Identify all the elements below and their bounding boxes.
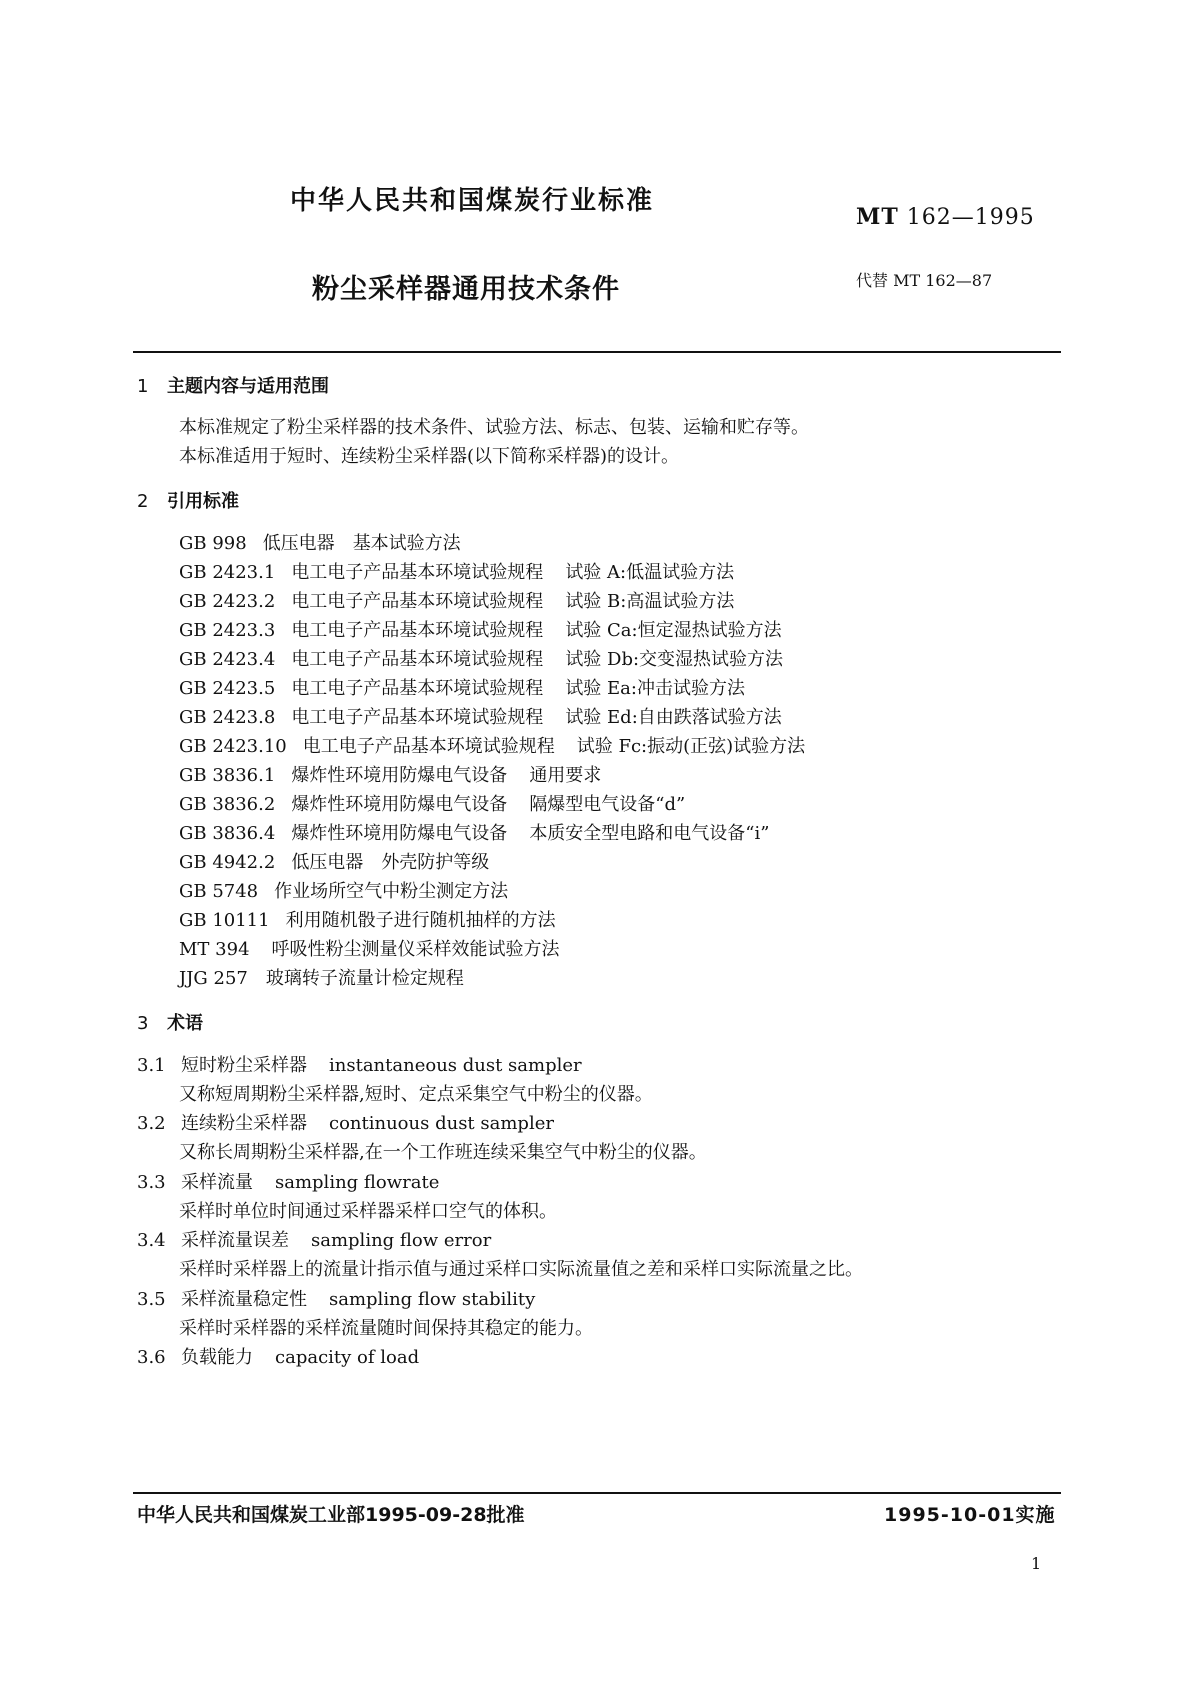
reference-test: 试验 Ea:冲击试验方法 bbox=[565, 678, 745, 699]
term-chinese: 连续粉尘采样器 bbox=[181, 1113, 307, 1134]
reference-item bbox=[179, 674, 745, 700]
reference-name: 电工电子产品基本环境试验规程 bbox=[291, 562, 544, 583]
reference-code: GB 4942.2 bbox=[179, 852, 276, 873]
reference-item bbox=[179, 645, 783, 671]
term-entry bbox=[137, 1109, 554, 1135]
term-number: 3.2 bbox=[137, 1113, 166, 1134]
term-chinese: 采样流量稳定性 bbox=[181, 1289, 307, 1310]
term-english: sampling flow error bbox=[311, 1230, 492, 1251]
term-definition: 采样时单位时间通过采样器采样口空气的体积。 bbox=[179, 1201, 557, 1222]
reference-name: 低压电器 bbox=[262, 533, 335, 554]
reference-name: 电工电子产品基本环境试验规程 bbox=[291, 620, 544, 641]
reference-item bbox=[179, 935, 560, 961]
reference-code: GB 2423.8 bbox=[179, 707, 276, 728]
reference-code: GB 2423.1 bbox=[179, 562, 276, 583]
term-english: continuous dust sampler bbox=[329, 1113, 554, 1134]
term-english: instantaneous dust sampler bbox=[329, 1055, 582, 1076]
reference-code: GB 3836.2 bbox=[179, 794, 276, 815]
standard-code-prefix: MT bbox=[856, 204, 899, 230]
reference-test: 外壳防护等级 bbox=[381, 852, 490, 873]
term-entry bbox=[137, 1226, 491, 1252]
term-entry bbox=[137, 1051, 582, 1077]
document-title: 粉尘采样器通用技术条件 bbox=[312, 274, 620, 305]
reference-item bbox=[179, 529, 461, 555]
reference-item bbox=[179, 732, 805, 758]
term-chinese: 采样流量误差 bbox=[181, 1230, 289, 1251]
term-english: capacity of load bbox=[275, 1347, 420, 1368]
term-chinese: 负载能力 bbox=[181, 1347, 253, 1368]
reference-code: MT 394 bbox=[179, 939, 250, 960]
reference-name: 呼吸性粉尘测量仪采样效能试验方法 bbox=[271, 939, 560, 960]
term-number: 3.6 bbox=[137, 1347, 166, 1368]
reference-code: GB 998 bbox=[179, 533, 247, 554]
reference-item bbox=[179, 703, 782, 729]
reference-name: 爆炸性环境用防爆电气设备 bbox=[291, 765, 508, 786]
section-1-paragraph: 本标准规定了粉尘采样器的技术条件、试验方法、标志、包装、运输和贮存等。 bbox=[179, 417, 809, 438]
reference-item bbox=[179, 587, 734, 613]
section-title: 主题内容与适用范围 bbox=[167, 376, 329, 397]
term-number: 3.3 bbox=[137, 1172, 166, 1193]
reference-name: 电工电子产品基本环境试验规程 bbox=[291, 591, 544, 612]
reference-name: 爆炸性环境用防爆电气设备 bbox=[291, 823, 508, 844]
reference-code: GB 5748 bbox=[179, 881, 259, 902]
reference-test: 试验 B:高温试验方法 bbox=[565, 591, 735, 612]
section-number: 2 bbox=[137, 491, 149, 512]
reference-code: GB 2423.5 bbox=[179, 678, 276, 699]
reference-item bbox=[179, 819, 769, 845]
term-number: 3.5 bbox=[137, 1289, 166, 1310]
reference-name: 电工电子产品基本环境试验规程 bbox=[291, 649, 544, 670]
reference-name: 低压电器 bbox=[291, 852, 364, 873]
reference-name: 电工电子产品基本环境试验规程 bbox=[291, 707, 544, 728]
reference-code: GB 2423.2 bbox=[179, 591, 276, 612]
term-entry bbox=[137, 1343, 419, 1369]
reference-code: GB 2423.10 bbox=[179, 736, 287, 757]
reference-test: 试验 A:低温试验方法 bbox=[565, 562, 735, 583]
reference-item bbox=[179, 906, 556, 932]
reference-test: 试验 Ca:恒定湿热试验方法 bbox=[565, 620, 782, 641]
term-english: sampling flow stability bbox=[329, 1289, 536, 1310]
term-entry bbox=[137, 1285, 535, 1311]
reference-test: 试验 Fc:振动(正弦)试验方法 bbox=[576, 736, 806, 757]
term-definition: 又称短周期粉尘采样器,短时、定点采集空气中粉尘的仪器。 bbox=[179, 1084, 653, 1105]
standard-code-number: 162—1995 bbox=[906, 205, 1035, 230]
term-english: sampling flowrate bbox=[275, 1172, 440, 1193]
reference-code: GB 3836.4 bbox=[179, 823, 276, 844]
reference-name: 玻璃转子流量计检定规程 bbox=[265, 968, 464, 989]
term-number: 3.4 bbox=[137, 1230, 166, 1251]
reference-test: 基本试验方法 bbox=[352, 533, 461, 554]
standard-category-title: 中华人民共和国煤炭行业标准 bbox=[290, 186, 655, 216]
term-chinese: 采样流量 bbox=[181, 1172, 253, 1193]
reference-code: GB 2423.4 bbox=[179, 649, 276, 670]
reference-test: 隔爆型电气设备“d” bbox=[529, 794, 686, 815]
effective-date: 1995-10-01实施 bbox=[884, 1504, 1056, 1526]
header-divider bbox=[133, 351, 1061, 353]
term-chinese: 短时粉尘采样器 bbox=[181, 1055, 307, 1076]
page-number: 1 bbox=[1031, 1554, 1042, 1573]
term-definition: 采样时采样器上的流量计指示值与通过采样口实际流量值之差和采样口实际流量之比。 bbox=[179, 1259, 863, 1280]
section-number: 1 bbox=[137, 376, 149, 397]
reference-item bbox=[179, 790, 685, 816]
approval-date: 中华人民共和国煤炭工业部1995-09-28批准 bbox=[137, 1504, 525, 1526]
term-entry bbox=[137, 1168, 439, 1194]
term-definition: 又称长周期粉尘采样器,在一个工作班连续采集空气中粉尘的仪器。 bbox=[179, 1142, 707, 1163]
footer-divider bbox=[133, 1492, 1061, 1494]
section-3-heading bbox=[137, 1009, 203, 1035]
section-1-paragraph: 本标准适用于短时、连续粉尘采样器(以下简称采样器)的设计。 bbox=[179, 446, 680, 467]
reference-test: 本质安全型电路和电气设备“i” bbox=[529, 823, 770, 844]
reference-code: GB 2423.3 bbox=[179, 620, 276, 641]
section-title: 引用标准 bbox=[167, 491, 239, 512]
reference-item bbox=[179, 848, 489, 874]
reference-name: 电工电子产品基本环境试验规程 bbox=[291, 678, 544, 699]
reference-code: JJG 257 bbox=[179, 968, 248, 989]
reference-test: 试验 Ed:自由跌落试验方法 bbox=[565, 707, 782, 728]
reference-item bbox=[179, 761, 601, 787]
reference-code: GB 10111 bbox=[179, 910, 270, 931]
replaces-note: 代替 MT 162—87 bbox=[856, 271, 993, 290]
reference-item bbox=[179, 877, 508, 903]
reference-name: 爆炸性环境用防爆电气设备 bbox=[291, 794, 508, 815]
reference-item bbox=[179, 558, 734, 584]
section-2-heading bbox=[137, 487, 239, 513]
section-number: 3 bbox=[137, 1013, 149, 1034]
section-title: 术语 bbox=[167, 1013, 203, 1034]
reference-code: GB 3836.1 bbox=[179, 765, 276, 786]
reference-test: 试验 Db:交变湿热试验方法 bbox=[565, 649, 784, 670]
reference-item bbox=[179, 964, 464, 990]
term-number: 3.1 bbox=[137, 1055, 166, 1076]
reference-test: 通用要求 bbox=[529, 765, 602, 786]
reference-item bbox=[179, 616, 782, 642]
reference-name: 电工电子产品基本环境试验规程 bbox=[302, 736, 555, 757]
term-definition: 采样时采样器的采样流量随时间保持其稳定的能力。 bbox=[179, 1318, 593, 1339]
section-1-heading bbox=[137, 372, 329, 398]
reference-name: 作业场所空气中粉尘测定方法 bbox=[274, 881, 509, 902]
reference-name: 利用随机骰子进行随机抽样的方法 bbox=[285, 910, 556, 931]
standard-code bbox=[856, 204, 1035, 230]
